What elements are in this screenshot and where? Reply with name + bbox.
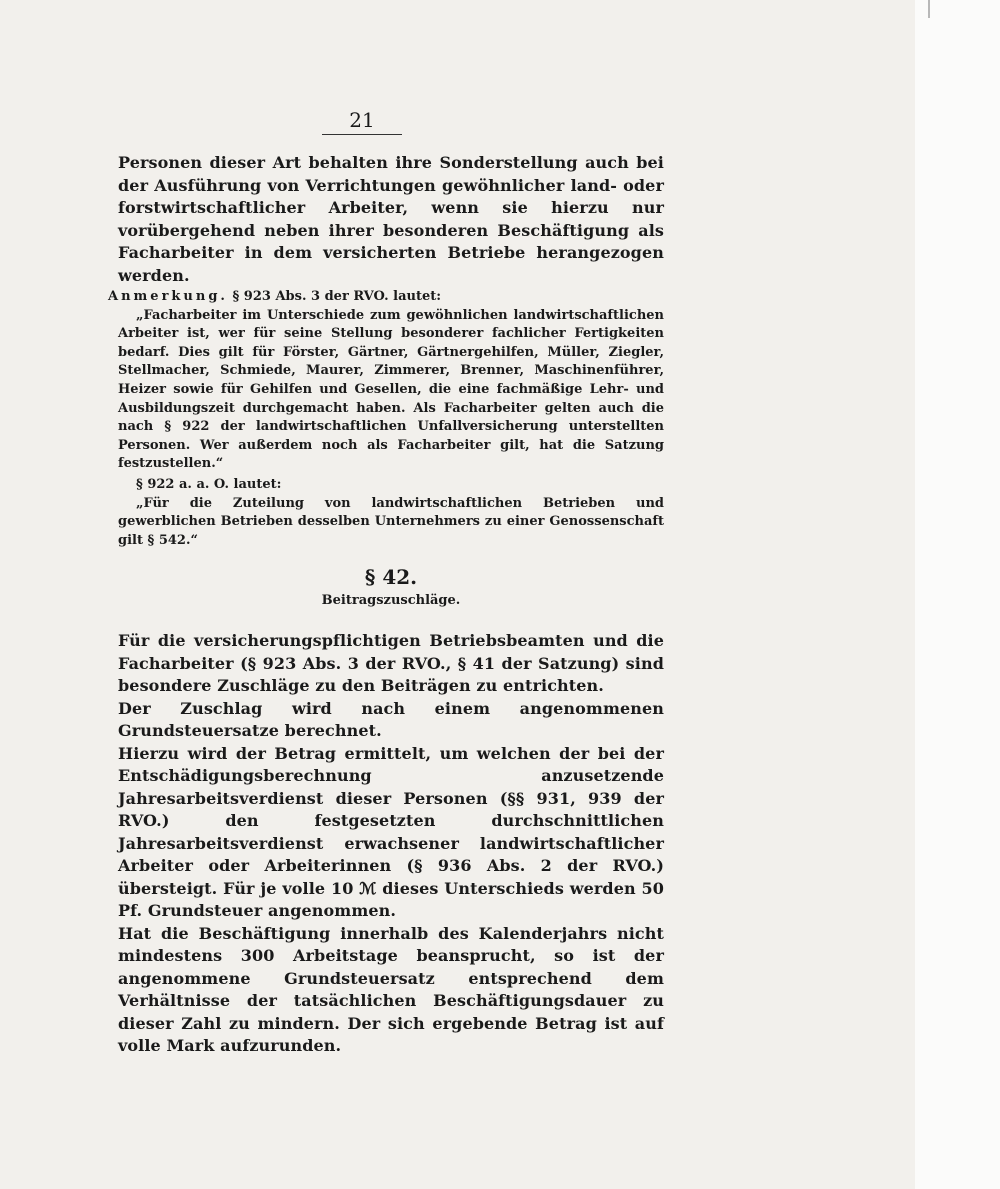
section-body — [118, 630, 664, 1058]
scan-edge-mark — [928, 0, 930, 18]
paragraph-grundsteuersatz: Der Zuschlag wird nach einem angenommenen Grundsteuersatze berechnet. — [118, 698, 664, 740]
annotation-heading — [108, 288, 664, 307]
scan-margin — [915, 0, 1000, 1189]
page-number: 21 — [322, 108, 402, 135]
paragraph-arbeitstage: Hat die Beschäftigung innerhalb des Kalenderjahrs nicht mindestens 300 Arbeitstage beansprucht, so ist der angenommene Grundsteuersatz entsprechend dem Verhältnisse der tatsächlichen Beschäftigungsdauer zu dieser Zahl zu mindern. Der sich ergebende Betrag ist auf volle Mark aufzurunden. — [118, 923, 664, 1055]
annotation-intro: § 923 Abs. 3 der RVO. lautet: — [232, 289, 442, 304]
annotation-intro-922: § 922 a. a. O. lautet: — [136, 476, 282, 492]
section-heading — [118, 565, 664, 608]
paragraph-berechnung: Hierzu wird der Betrag ermittelt, um welchen der bei der Entschädigungsberechnung anzusetzende Jahresarbeitsverdienst dieser Personen (§§ 931, 939 der RVO.) den festgesetzten durchschnittlichen Jahresarbeitsverdienst erwachsener landwirtschaftlicher Arbeiter oder Arbeiterinnen (§ 936 Abs. 2 der RVO.) übersteigt. Für je volle 10 ℳ dieses Unterschieds werden 50 Pf. Grundsteuer angenommen. — [118, 743, 664, 920]
section-number: § 42. — [364, 565, 418, 589]
paragraph-sonderstellung — [118, 152, 664, 287]
annotation-quote-922: „Für die Zuteilung von landwirtschaftlichen Betrieben und gewerblichen Betrieben desselben Unternehmers zu einer Genossenschaft gilt § 542.“ — [118, 495, 664, 548]
annotation-block — [108, 288, 664, 550]
paragraph-zuschlaege: Für die versicherungspflichtigen Betriebsbeamten und die Facharbeiter (§ 923 Abs. 3 der RVO., § 41 der Satzung) sind besondere Zuschläge zu den Beiträgen zu entrichten. — [118, 631, 664, 695]
annotation-label: Anmerkung. — [108, 289, 228, 304]
annotation-quote-923: „Facharbeiter im Unterschiede zum gewöhnlichen landwirtschaftlichen Arbeiter ist, wer für seine Stellung besonderer fachlicher Fertigkeiten bedarf. Dies gilt für Förster, Gärtner, Gärtnergehilfen, Müller, Ziegler, Stellmacher, Schmiede, Maurer, Zimmerer, Brenner, Maschinenführer, Heizer sowie für Gehilfen und Gesellen, die eine fachmäßige Lehr- und Ausbildungszeit durchgemacht haben. Als Facharbeiter gelten auch die nach § 922 der landwirtschaftlichen Unfallversicherung unterstellten Personen. Wer außerdem noch als Facharbeiter gilt, hat die Satzung festzustellen.“ — [118, 307, 664, 472]
section-title: Beitragszuschläge. — [321, 593, 461, 608]
paragraph-text: Personen dieser Art behalten ihre Sonderstellung auch bei der Ausführung von Verrichtungen gewöhnlicher land- oder forstwirtschaftlicher Arbeiter, wenn sie hierzu nur vorübergehend neben ihrer besonderen Beschäftigung als Facharbeiter in dem versicherten Betriebe herangezogen werden. — [118, 153, 664, 285]
